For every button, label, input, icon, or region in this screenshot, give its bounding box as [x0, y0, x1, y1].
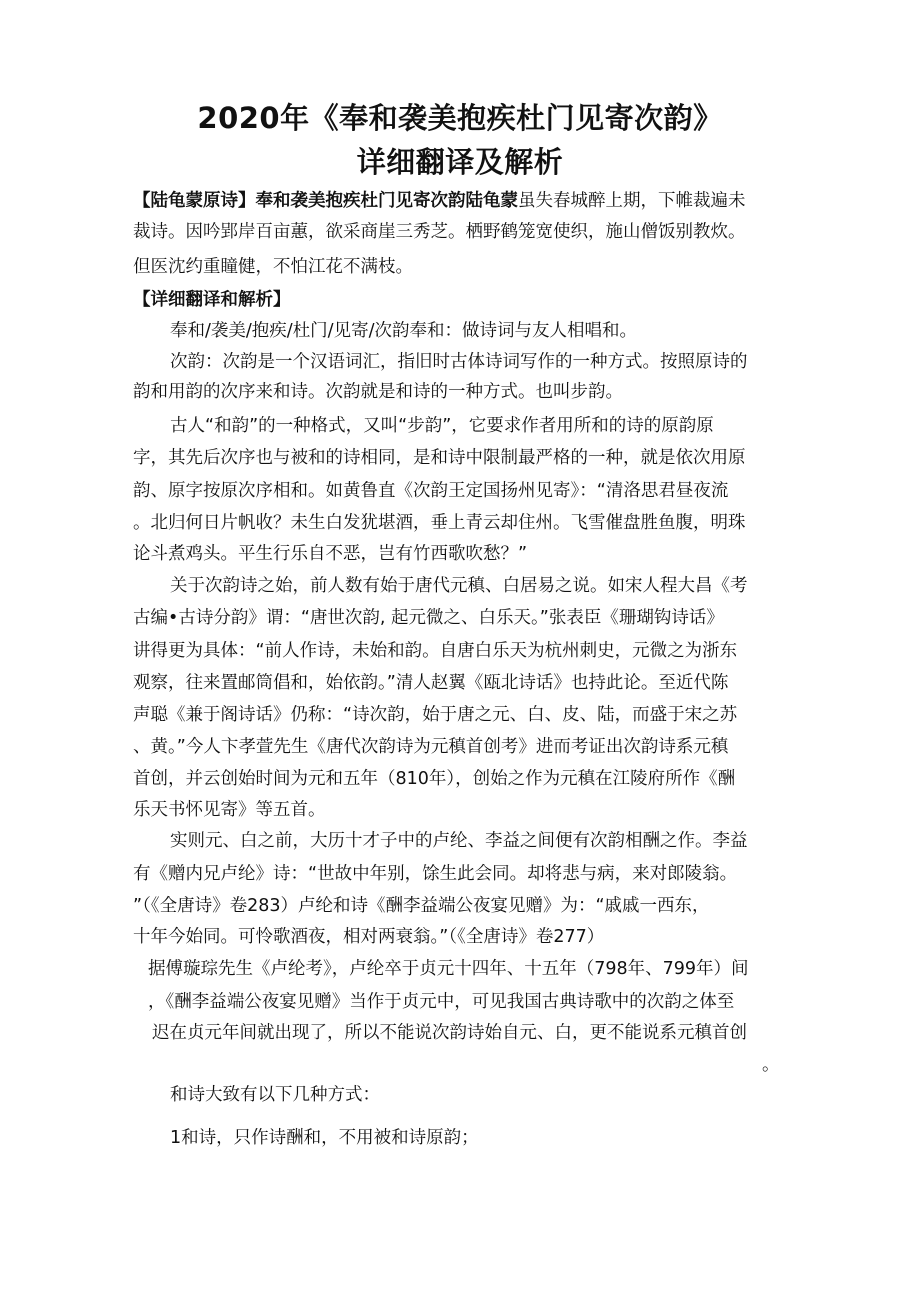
paragraph-line: 实则元、白之前，大历十才子中的卢纶、李益之间便有次韵相酬之作。李益 — [170, 831, 748, 851]
paragraph-line: 韵、原字按原次序相和。如黄鲁直《次韵王定国扬州见寄》：“清洛思君昼夜流 — [133, 481, 729, 501]
paragraph-line: 观察，往来置邮筒倡和，始依韵。”清人赵翼《瓯北诗话》也持此论。至近代陈 — [133, 673, 729, 693]
paragraph-line: 字，其先后次序也与被和的诗相同，是和诗中限制最严格的一种，就是依次用原 — [133, 448, 746, 468]
paragraph-line: 次韵：次韵是一个汉语词汇，指旧时古体诗词写作的一种方式。按照原诗的 — [170, 352, 748, 372]
poem-heading: 奉和袭美抱疾杜门见寄次韵陆龟蒙 — [255, 191, 518, 211]
paragraph-line: 讲得更为具体：“前人作诗，未始和韵。自唐白乐天为杭州刺史，元微之为浙东 — [133, 641, 738, 661]
paragraph-line: 奉和/袭美/抱疾/杜门/见寄/次韵奉和：做诗词与友人相唱和。 — [170, 321, 637, 341]
document-title: 2020年《奉和袭美抱疾杜门见寄次韵》 — [197, 101, 723, 135]
poem-label: 【陆龟蒙原诗】 — [133, 191, 256, 211]
poem-text-3: 但医沈约重瞳健，不怕江花不满枝。 — [133, 257, 413, 277]
paragraph-line: 、黄。”今人卞孝萱先生《唐代次韵诗为元稹首创考》进而考证出次韵诗系元稹 — [133, 737, 729, 757]
paragraph-line: 有《赠内兄卢纶》诗：“世故中年别，馀生此会同。却将悲与病，来对郎陵翁。 — [133, 864, 738, 884]
paragraph-line: 1和诗，只作诗酬和，不用被和诗原韵； — [170, 1128, 479, 1148]
paragraph-line: 古编•古诗分韵》谓：“唐世次韵, 起元微之、白乐天。”张表臣《珊瑚钩诗话》 — [133, 608, 724, 628]
paragraph-line: 古人“和韵”的一种格式，又叫“步韵”，它要求作者用所和的诗的原韵原 — [170, 416, 714, 436]
paragraph-line: 声聪《兼于阁诗话》仍称：“诗次韵，始于唐之元、白、皮、陆，而盛于宋之苏 — [133, 705, 738, 725]
paragraph-line: 首创，并云创始时间为元和五年（810年），创始之作为元稹在江陵府所作《酬 — [133, 769, 736, 789]
poem-header-line — [133, 189, 746, 213]
analysis-label: 【详细翻译和解析】 — [133, 290, 291, 310]
paragraph-line: 乐天书怀见寄》等五首。 — [133, 800, 326, 820]
paragraph-line: ”（《全唐诗》卷283）卢纶和诗《酬李益端公夜宴见赠》为：“戚戚一西东， — [133, 896, 710, 916]
paragraph-line: 论斗煮鸡头。平生行乐自不恶，岂有竹西歌吹愁？” — [133, 544, 528, 564]
poem-text-2: 裁诗。因吟郢岸百亩蕙，欲采商崖三秀芝。栖野鹤笼宽使织，施山僧饭别教炊。 — [133, 222, 746, 242]
paragraph-line: 。北归何日片帆收？未生白发犹堪酒，垂上青云却住州。飞雪催盘胜鱼腹，明珠 — [133, 513, 746, 533]
document-subtitle: 详细翻译及解析 — [356, 145, 564, 179]
paragraph-end-mark: 。 — [762, 1055, 780, 1075]
paragraph-line: 迟在贞元年间就出现了，所以不能说次韵诗始自元、白，更不能说系元稹首创 — [152, 1023, 747, 1043]
paragraph-line: 韵和用韵的次序来和诗。次韵就是和诗的一种方式。也叫步韵。 — [133, 382, 623, 402]
poem-text-1: 虽失春城醉上期，下帷裁遍未 — [518, 191, 746, 211]
paragraph-line: 十年今始同。可怜歌酒夜，相对两衰翁。”（《全唐诗》卷277） — [133, 927, 605, 947]
paragraph-line: ，《酬李益端公夜宴见赠》当作于贞元中，可见我国古典诗歌中的次韵之体至 — [148, 992, 735, 1012]
paragraph-line: 据傅璇琮先生《卢纶考》，卢纶卒于贞元十四年、十五年（798年、799年）间 — [148, 959, 749, 979]
paragraph-line: 关于次韵诗之始，前人数有始于唐代元稹、白居易之说。如宋人程大昌《考 — [170, 576, 748, 596]
paragraph-line: 和诗大致有以下几种方式： — [170, 1085, 380, 1105]
